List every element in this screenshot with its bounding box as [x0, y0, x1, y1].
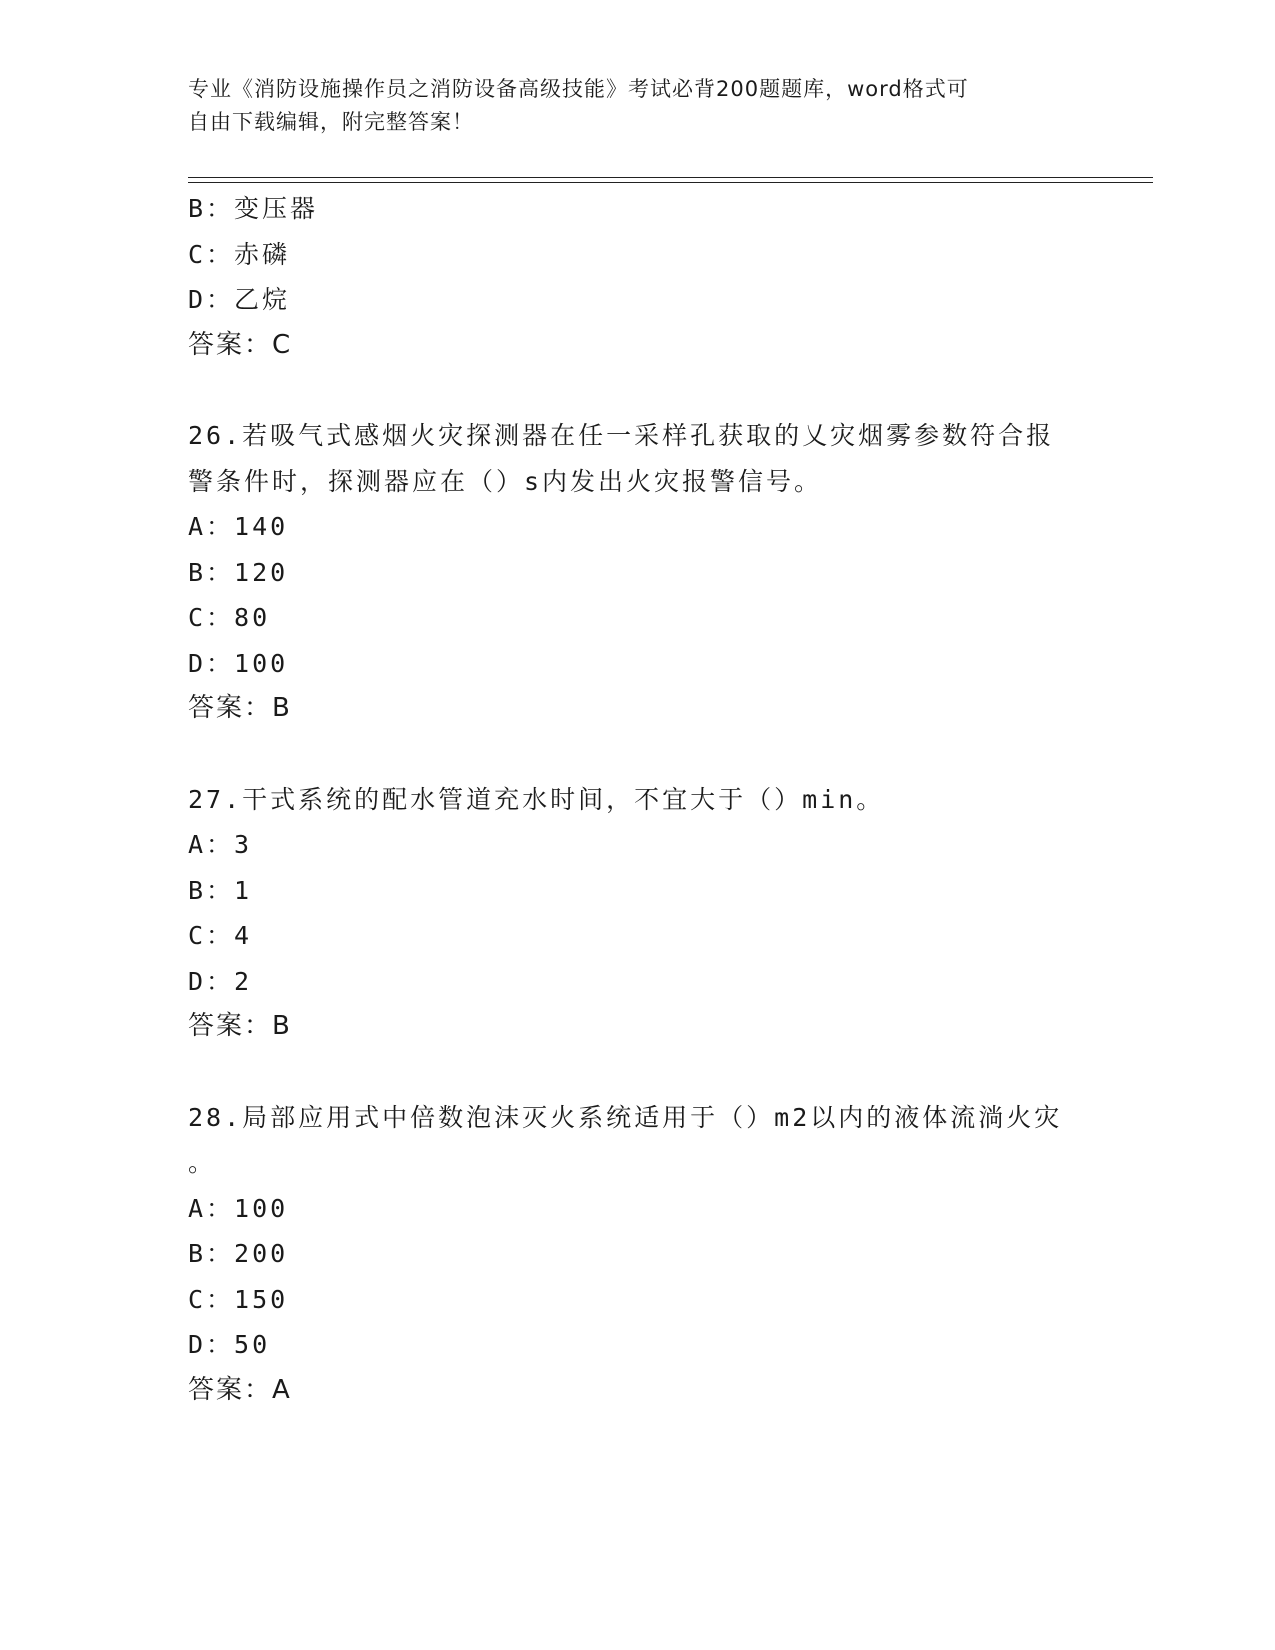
question-stem-line-1: 28.局部应用式中倍数泡沫灭火系统适用于（）m2以内的液体流淌火灾	[188, 1102, 1063, 1132]
answer-line: 答案：C	[188, 329, 293, 360]
question-27	[188, 777, 1088, 1050]
option-b: B：120	[188, 557, 289, 587]
question-stem-line-1: 27.干式系统的配水管道充水时间，不宜大于（）min。	[188, 784, 885, 814]
option-a: A：140	[188, 512, 289, 541]
option-d: D：50	[188, 1330, 271, 1359]
option-a: A：3	[188, 830, 253, 859]
question-stem-line-2: 。	[188, 1148, 217, 1177]
option-d: D：2	[188, 966, 253, 996]
header-title-line-1: 专业《消防设施操作员之消防设备高级技能》考试必背200题题库，word格式可	[188, 77, 969, 101]
question-28	[188, 1095, 1088, 1414]
question-25-tail	[188, 186, 1088, 368]
option-c: C：4	[188, 921, 253, 950]
document-header	[188, 73, 1088, 139]
question-stem-line-1: 26.若吸气式感烟火灾探测器在任一采样孔获取的乂灾烟雾参数符合报	[188, 421, 1055, 450]
option-c: C：80	[188, 603, 271, 632]
header-title-line-2: 自由下载编辑，附完整答案！	[188, 110, 474, 134]
header-divider-top	[188, 177, 1153, 178]
header-divider-bottom	[188, 182, 1153, 183]
option-a: A：100	[188, 1193, 289, 1223]
option-d: D：100	[188, 648, 289, 678]
option-c: C：150	[188, 1284, 289, 1314]
answer-line: 答案：B	[188, 1011, 292, 1041]
question-26	[188, 413, 1088, 732]
option-b: B：200	[188, 1239, 289, 1268]
option-b: B：1	[188, 875, 253, 905]
question-stem-line-2: 警条件时，探测器应在（）s内发出火灾报警信号。	[188, 466, 823, 496]
option-c: C：赤磷	[188, 239, 291, 269]
answer-line: 答案：A	[188, 1374, 292, 1405]
question-list	[188, 186, 1088, 1413]
option-d: D：乙烷	[188, 285, 291, 314]
answer-line: 答案：B	[188, 693, 292, 723]
option-b: B：变压器	[188, 194, 319, 223]
